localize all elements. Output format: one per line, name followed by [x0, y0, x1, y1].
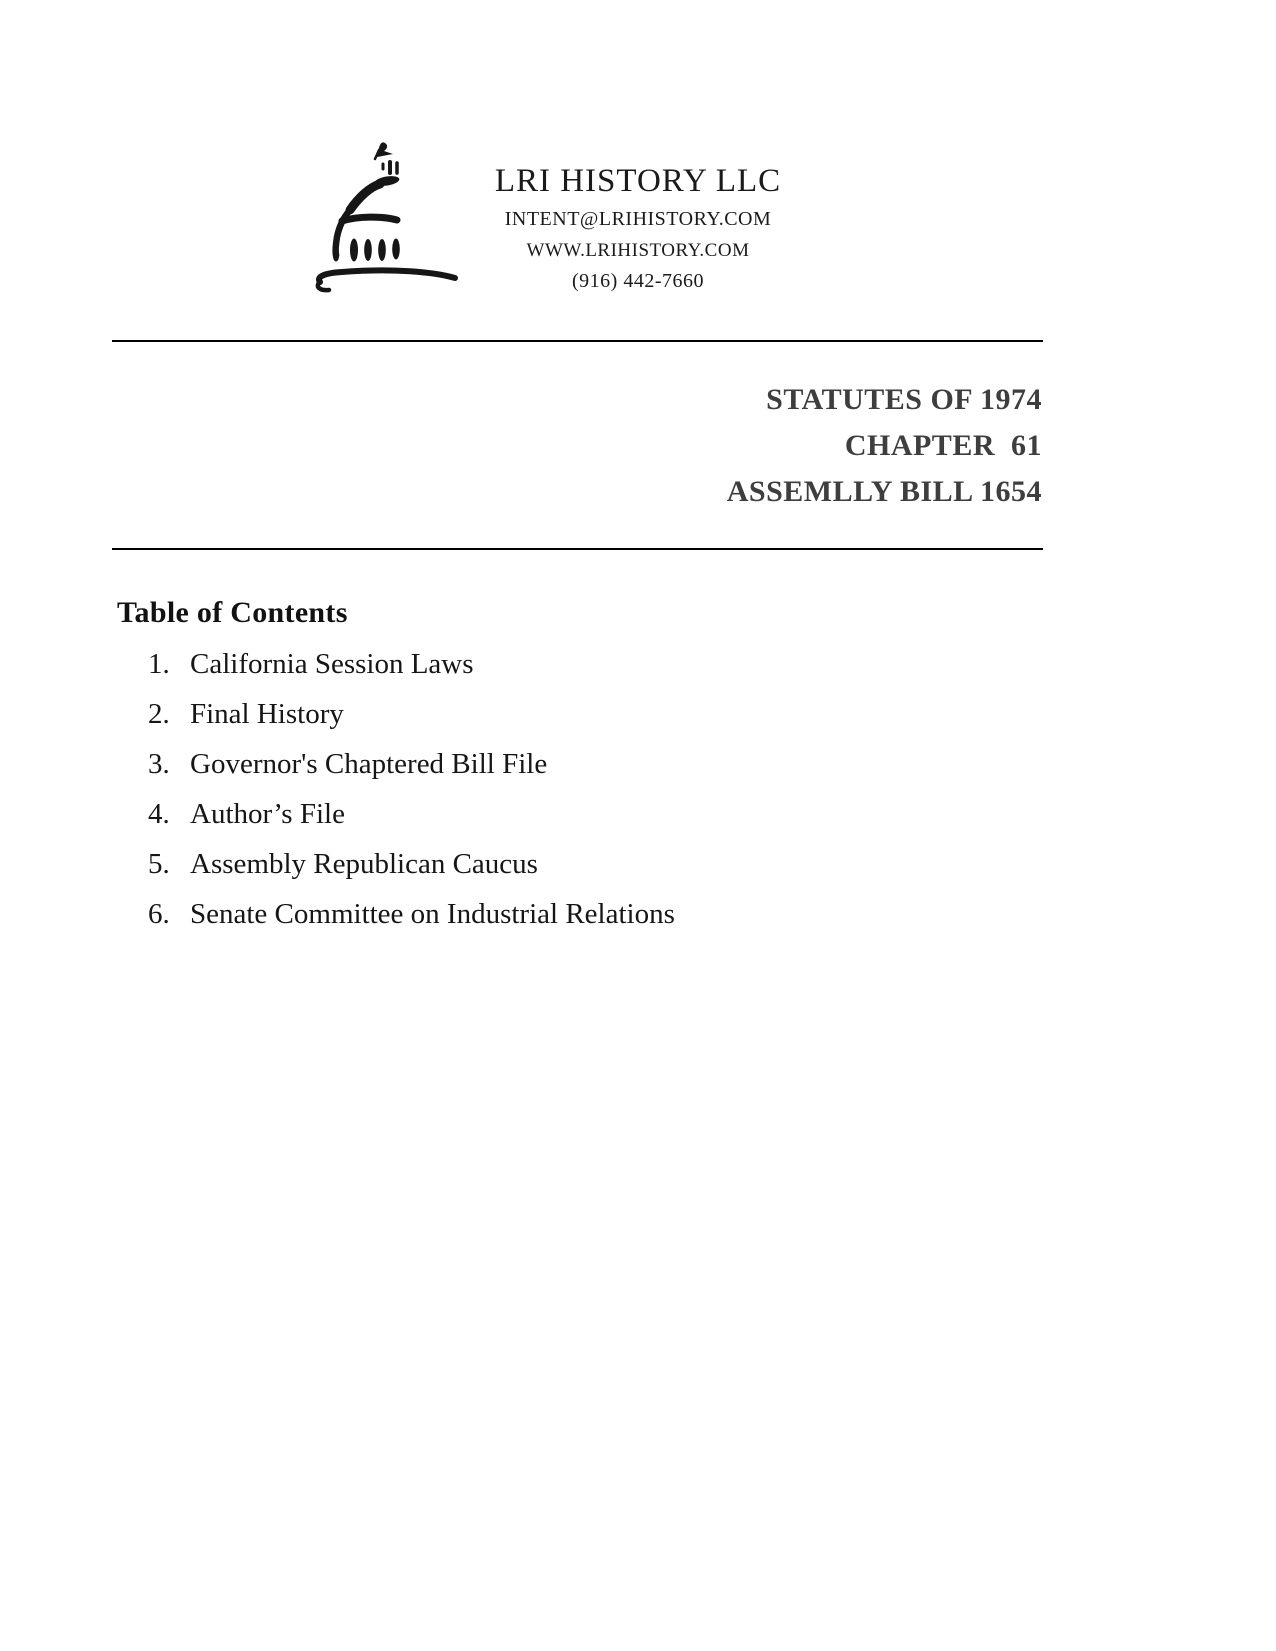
company-header — [452, 158, 824, 297]
toc-item-number: 1. — [148, 648, 170, 680]
statute-title-block — [727, 377, 1042, 515]
capitol-dome-logo-icon — [296, 126, 468, 298]
toc-item-label: Final History — [190, 698, 344, 730]
divider-top — [112, 340, 1043, 342]
toc-heading: Table of Contents — [117, 596, 348, 629]
toc-item-label: Author’s File — [190, 798, 345, 830]
toc-item-label: Governor's Chaptered Bill File — [190, 748, 548, 780]
toc-item-label: Assembly Republican Caucus — [190, 848, 538, 880]
company-phone: (916) 442-7660 — [572, 270, 704, 292]
toc-item-number: 3. — [148, 748, 170, 780]
toc-item-number: 2. — [148, 698, 170, 730]
toc-item-number: 5. — [148, 848, 170, 880]
toc-item-number: 4. — [148, 798, 170, 830]
statute-bill-line: ASSEMLLY BILL 1654 — [726, 475, 1042, 508]
statute-year-line: STATUTES OF 1974 — [766, 383, 1042, 416]
divider-bottom — [112, 548, 1043, 550]
toc-item-label: Senate Committee on Industrial Relations — [190, 898, 675, 930]
company-name: LRI HISTORY LLC — [494, 163, 782, 199]
company-website: WWW.LRIHISTORY.COM — [526, 240, 750, 261]
toc-item-number: 6. — [148, 898, 170, 930]
toc-item-label: California Session Laws — [190, 648, 474, 680]
company-email: INTENT@LRIHISTORY.COM — [504, 208, 772, 230]
statute-chapter-line: CHAPTER 61 — [844, 429, 1042, 462]
